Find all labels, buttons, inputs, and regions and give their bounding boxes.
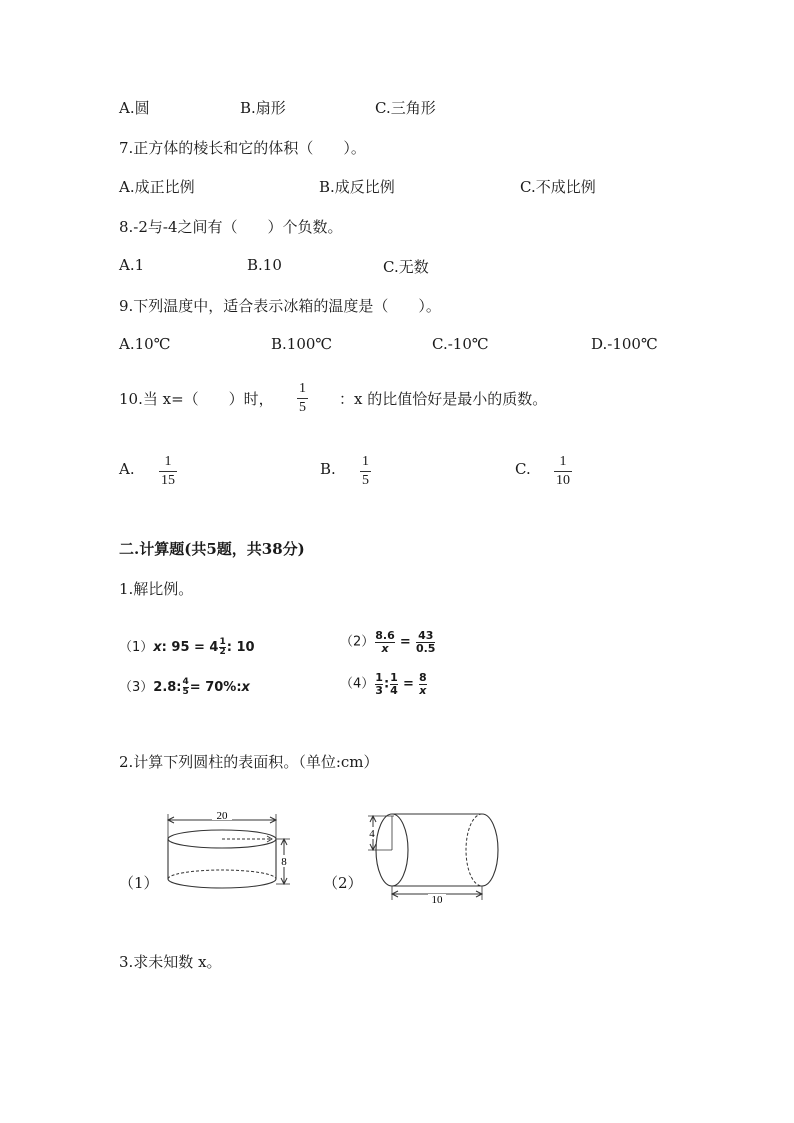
- q6-option-b: B.扇形: [240, 99, 286, 117]
- problem3-title: 3.求未知数 x。: [119, 953, 222, 971]
- equation-label: （2）: [340, 634, 375, 650]
- equation-text: : 95 = 4: [161, 640, 219, 655]
- radius-label: 4: [369, 828, 375, 840]
- fraction-numerator: 1: [219, 636, 226, 647]
- equation-3: [119, 676, 250, 697]
- equation-text: : 10: [226, 640, 255, 655]
- fraction-denominator: x: [381, 641, 389, 655]
- fraction-bar: [297, 398, 308, 399]
- q10-stem-fraction: [297, 382, 308, 415]
- fraction-denominator: 5: [362, 473, 369, 488]
- fraction: [183, 678, 189, 698]
- q9-option-d: D.-100℃: [591, 335, 658, 353]
- fraction-denominator: 5: [182, 687, 189, 697]
- q7-stem: 7.正方体的棱长和它的体积（ ）。: [119, 139, 366, 157]
- fraction-denominator: x: [419, 683, 427, 697]
- colon: :: [383, 676, 390, 692]
- q10-option-c-label: C.: [515, 460, 531, 478]
- fraction-numerator: 1: [559, 454, 567, 469]
- fraction-denominator: 2: [219, 647, 226, 657]
- fraction-bar: [554, 471, 572, 472]
- equation-text: 2.8:: [153, 680, 182, 695]
- equation-label: （3）: [119, 680, 154, 695]
- fraction-numerator: 1: [362, 454, 369, 469]
- height-label: 8: [281, 856, 287, 868]
- q7-option-a: A.成正比例: [119, 178, 195, 196]
- equation-text: = 70%:: [189, 680, 242, 695]
- bottom-face-front: [168, 879, 276, 888]
- fraction-numerator: 4: [182, 676, 189, 687]
- q8-option-b: B.10: [247, 256, 282, 274]
- q8-stem: 8.-2与-4之间有（ ）个负数。: [119, 218, 343, 236]
- fraction-numerator: 1: [299, 381, 306, 396]
- fraction-numerator: 1: [375, 671, 383, 684]
- variable: x: [241, 680, 250, 695]
- q6-option-a: A.圆: [119, 99, 150, 117]
- cylinder-figure-1: [160, 806, 300, 896]
- fraction: [375, 672, 383, 696]
- fraction-denominator: 15: [161, 473, 175, 488]
- diameter-label: 20: [216, 810, 228, 822]
- fraction-numerator: 8: [418, 671, 427, 684]
- fraction-denominator: 4: [390, 683, 398, 697]
- q10-option-c-fraction: [554, 455, 572, 488]
- fraction-bar: [360, 471, 371, 472]
- equation-label: （1）: [119, 640, 154, 655]
- figure1-label: （1）: [119, 874, 159, 892]
- q7-option-c: C.不成比例: [520, 178, 596, 196]
- fraction-denominator: 0.5: [415, 641, 436, 655]
- equation-4: [340, 672, 428, 696]
- fraction-bar: [159, 471, 177, 472]
- equation-2: [340, 630, 436, 654]
- q8-option-c: C.无数: [383, 258, 429, 276]
- variable: x: [153, 640, 162, 655]
- right-face-front: [482, 814, 498, 886]
- fraction: [375, 630, 395, 654]
- equation-label: （4）: [340, 676, 375, 692]
- q10-option-a-fraction: [159, 455, 177, 488]
- section-heading: 二.计算题(共5题，共38分): [119, 540, 305, 558]
- bottom-face-back: [168, 870, 276, 879]
- length-label: 10: [431, 894, 443, 906]
- q8-option-a: A.1: [119, 256, 145, 274]
- q9-option-b: B.100℃: [271, 335, 333, 353]
- q9-option-a: A.10℃: [119, 335, 171, 353]
- q10-stem-prefix: 10.当 x=（ ）时，: [119, 390, 274, 408]
- fraction: [416, 630, 436, 654]
- fraction-denominator: 5: [299, 400, 306, 415]
- fraction-numerator: 1: [390, 671, 398, 684]
- q7-option-b: B.成反比例: [319, 178, 395, 196]
- q10-option-b-label: B.: [320, 460, 336, 478]
- equation-1: [119, 636, 255, 657]
- fraction-numerator: 1: [164, 454, 172, 469]
- right-face-back: [466, 814, 482, 886]
- q10-option-a-label: A.: [119, 460, 135, 478]
- fraction-numerator: 8.6: [375, 629, 395, 642]
- problem1-title: 1.解比例。: [119, 580, 194, 598]
- equals-sign: =: [402, 676, 414, 692]
- q10-option-b-fraction: [360, 455, 371, 488]
- figure2-label: （2）: [323, 874, 363, 892]
- fraction-denominator: 3: [375, 683, 383, 697]
- q10-stem-suffix: ：x 的比值恰好是最小的质数。: [339, 390, 548, 408]
- fraction: [390, 672, 398, 696]
- q6-option-c: C.三角形: [375, 99, 436, 117]
- fraction: [419, 672, 427, 696]
- mixed-fraction: [219, 638, 225, 658]
- problem2-title: 2.计算下列圆柱的表面积。（单位:cm）: [119, 753, 379, 771]
- q9-option-c: C.-10℃: [432, 335, 489, 353]
- q9-stem: 9.下列温度中，适合表示冰箱的温度是（ ）。: [119, 297, 441, 315]
- fraction-denominator: 10: [556, 473, 570, 488]
- cylinder-figure-2: [362, 806, 512, 906]
- fraction-numerator: 43: [418, 629, 434, 642]
- equals-sign: =: [399, 634, 411, 650]
